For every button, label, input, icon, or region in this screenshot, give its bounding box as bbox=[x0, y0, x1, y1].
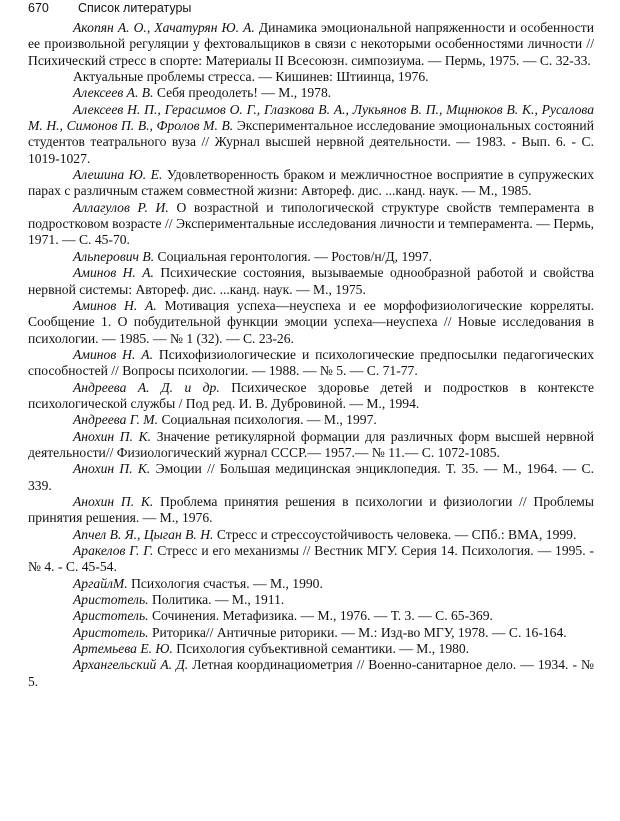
reference-text: Динамика эмоциональной напряженности и особенности ее произвольной регуляции у фехтовальщиков в связи с некоторыми особенностями личности // Психический стресс в спорте: Материалы II Всесоюзн. симпозиума. — Пермь, 1975. — С. 32-33. bbox=[28, 20, 594, 68]
reference-author: Аристотель. bbox=[73, 592, 149, 608]
page-number: 670 bbox=[28, 1, 49, 15]
reference-text: Психические состояния, вызываемые однообразной работой и свойства нервной системы: Автореф. дис. ...канд. наук. — М., 1975. bbox=[28, 265, 594, 297]
reference-author: Акопян А. О., Хачатурян Ю. А. bbox=[73, 20, 255, 35]
reference-author: Аминов Н. А. bbox=[73, 346, 153, 362]
reference-text: Сочинения. Метафизика. — М., 1976. — Т. 3. — С. 65-369. bbox=[151, 608, 493, 624]
reference-text: Политика. — М., 1911. bbox=[151, 592, 285, 608]
reference-entry bbox=[28, 347, 594, 380]
reference-author: Аристотель. bbox=[73, 624, 149, 640]
reference-text: Социальная психология. — М., 1997. bbox=[161, 412, 377, 428]
reference-entry bbox=[28, 412, 594, 428]
reference-text: Психология счастья. — М., 1990. bbox=[131, 575, 323, 591]
reference-author: Анохин П. К. bbox=[73, 461, 151, 477]
reference-list bbox=[28, 20, 594, 690]
reference-text: О возрастной и типологической структуре свойств темперамента в подростковом возрасте // Экспериментальные исследования личности и темперамента. — Пермь, 1971. — С. 45-70. bbox=[28, 199, 594, 248]
reference-entry bbox=[28, 298, 594, 347]
reference-text: Значение ретикулярной формации для различных форм высшей нервной деятельности// Физиологический журнал СССР.— 1957.— № 11.— С. 1072-1085. bbox=[28, 428, 594, 460]
section-title: Список литературы bbox=[78, 1, 192, 15]
reference-text: Актуальные проблемы стресса. — Кишинев: Штиинца, 1976. bbox=[73, 69, 429, 85]
reference-text: Стресс и стрессоустойчивость человека. — СПб.: ВМА, 1999. bbox=[216, 526, 577, 542]
reference-entry bbox=[28, 592, 594, 608]
reference-author: Алексеев А. В. bbox=[73, 85, 154, 101]
reference-entry bbox=[28, 657, 594, 690]
reference-text: Эмоции // Большая медицинская энциклопедия. Т. 35. — М., 1964. — С. 339. bbox=[28, 461, 594, 493]
reference-entry bbox=[28, 576, 594, 592]
reference-entry bbox=[28, 380, 594, 413]
reference-entry bbox=[28, 625, 594, 641]
reference-author: Аминов Н. А. bbox=[73, 265, 154, 281]
reference-text: Мотивация успеха—неуспеха и ее морфофизиологические корреляты. Сообщение 1. О побудительной функции эмоции успеха—неуспеха // Новые исследования в психологии. — 1985. — № 1 (32). — С. 23-26. bbox=[28, 297, 594, 346]
reference-text: Риторика// Античные риторики. — М.: Изд-во МГУ, 1978. — С. 16-164. bbox=[151, 624, 567, 640]
reference-entry bbox=[28, 249, 594, 265]
reference-entry bbox=[28, 543, 594, 576]
reference-entry bbox=[28, 69, 594, 85]
reference-author: Андреева Г. М. bbox=[73, 412, 159, 428]
reference-text: Психология субъективной семантики. — М., 1980. bbox=[176, 641, 470, 657]
reference-entry bbox=[28, 641, 594, 657]
reference-author: АргайлМ. bbox=[73, 575, 128, 591]
reference-author: Анохин П. К. bbox=[73, 428, 152, 444]
reference-author: Альперович В. bbox=[73, 248, 155, 264]
reference-author: Артемьева Е. Ю. bbox=[73, 641, 173, 657]
reference-text: Психическое здоровье детей и подростков в контексте психологической службы / Под ред. И. В. Дубровиной. — М., 1994. bbox=[28, 379, 594, 411]
reference-author: Анохин П. К. bbox=[73, 493, 154, 509]
reference-author: Аминов Н. А. bbox=[73, 297, 157, 313]
reference-author: Алексеев Н. П., Герасимов О. Г., Глазкова В. А., Лукьянов В. П., Мщнюков В. К., Русалова М. Н., Симонов П. В., Фролов М. В. bbox=[28, 101, 594, 134]
reference-author: Аллагулов Р. И. bbox=[73, 199, 169, 215]
running-header bbox=[28, 1, 191, 15]
reference-text: Социальная геронтология. — Ростов/н/Д, 1997. bbox=[157, 248, 433, 264]
reference-text: Экспериментальное исследование эмоциональных состояний студентов театрального вуза // Журнал высшей нервной деятельности. — 1983. - Вып. 6. - С. 1019-1027. bbox=[28, 118, 594, 166]
reference-entry bbox=[28, 20, 594, 69]
reference-text: Себя преодолеть! — М., 1978. bbox=[156, 85, 332, 101]
reference-entry bbox=[28, 461, 594, 494]
reference-entry bbox=[28, 200, 594, 249]
reference-author: Аракелов Г. Г. bbox=[73, 543, 154, 558]
reference-text: Стресс и его механизмы // Вестник МГУ. Серия 14. Психология. — 1995. - № 4. - С. 45-54. bbox=[28, 543, 594, 575]
reference-entry bbox=[28, 85, 594, 101]
reference-entry bbox=[28, 429, 594, 462]
reference-text: Летная координациометрия // Военно-санитарное дело. — 1934. - № 5. bbox=[28, 657, 594, 689]
reference-entry bbox=[28, 527, 594, 543]
reference-entry bbox=[28, 494, 594, 527]
reference-entry bbox=[28, 608, 594, 624]
reference-text: Проблема принятия решения в психологии и физиологии // Проблемы принятия решения. — М., 1976. bbox=[28, 493, 594, 526]
reference-author: Архангельский А. Д. bbox=[73, 657, 189, 673]
reference-author: Алешина Ю. Е. bbox=[73, 167, 163, 183]
reference-author: Андреева А. Д. и др. bbox=[73, 379, 220, 395]
reference-entry bbox=[28, 167, 594, 200]
reference-entry bbox=[28, 265, 594, 298]
reference-author: Аристотель. bbox=[73, 608, 149, 624]
reference-text: Психофизиологические и психологические предпосылки педагогических способностей // Вопросы психологии. — 1988. — № 5. — С. 71-77. bbox=[28, 346, 594, 379]
reference-entry bbox=[28, 102, 594, 167]
reference-text: Удовлетворенность браком и межличностное восприятие в супружеских парах с различным стажем совместной жизни: Автореф. дис. ...канд. наук. — М., 1985. bbox=[28, 167, 594, 199]
reference-author: Апчел В. Я., Цыган В. Н. bbox=[73, 526, 214, 542]
